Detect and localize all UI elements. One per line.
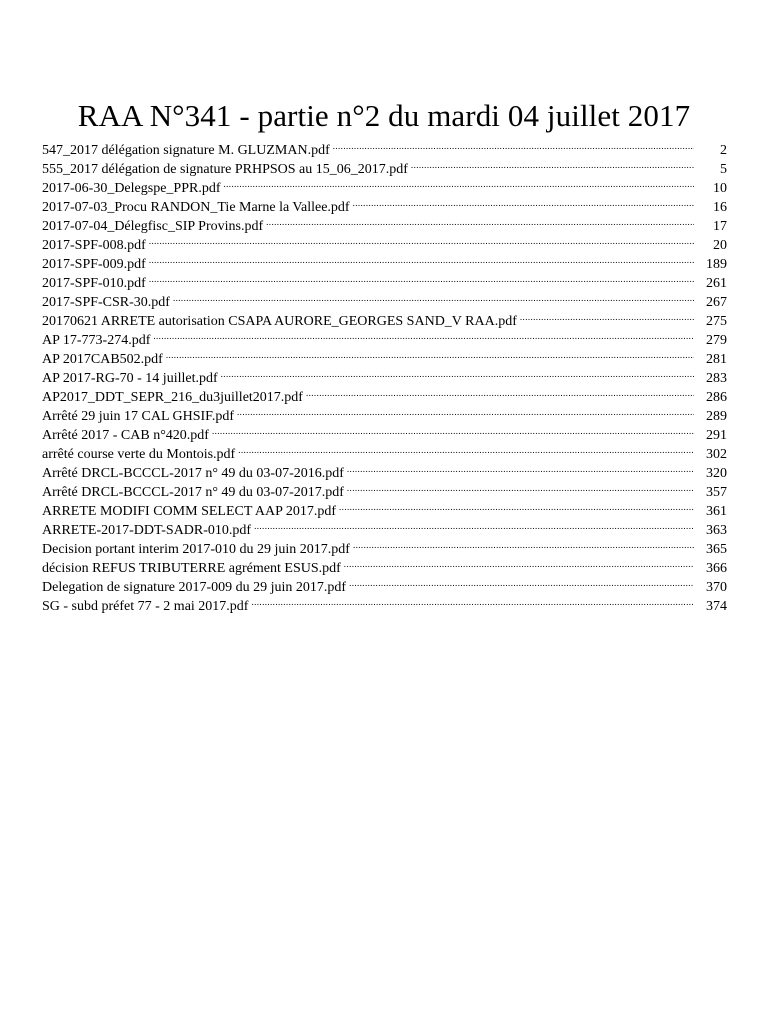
page-title: RAA N°341 - partie n°2 du mardi 04 juillet 2017: [77, 98, 691, 133]
toc-entry-page-number: 365: [706, 542, 727, 557]
dot-leader: [349, 572, 694, 591]
dot-leader: [339, 496, 694, 515]
toc-entry-page-number: 2: [720, 143, 727, 158]
toc-entry-label: ARRETE MODIFI COMM SELECT AAP 2017.pdf: [42, 504, 337, 519]
dot-leader: [149, 268, 694, 287]
toc-entry-label: 2017-06-30_Delegspe_PPR.pdf: [42, 181, 221, 196]
dot-leader: [166, 344, 694, 363]
toc-entry-page-number: 279: [706, 333, 727, 348]
dot-leader: [266, 211, 694, 230]
toc-entry-page-number: 374: [706, 599, 727, 614]
toc-entry-page-number: 5: [720, 162, 727, 177]
dot-leader: [237, 401, 694, 420]
toc-entry-label: 2017-SPF-CSR-30.pdf: [42, 295, 170, 310]
dot-leader: [347, 477, 694, 496]
toc-entry-page-number: 361: [706, 504, 727, 519]
dot-leader: [149, 230, 694, 249]
dot-leader: [251, 591, 694, 610]
toc-entry-page-number: 357: [706, 485, 727, 500]
toc-entry-page-number: 20: [713, 238, 727, 253]
toc-entry-label: arrêté course verte du Montois.pdf: [42, 447, 236, 462]
toc-entry-page-number: 275: [706, 314, 727, 329]
toc-entry-label: décision REFUS TRIBUTERRE agrément ESUS.pdf: [42, 561, 341, 576]
dot-leader: [344, 553, 694, 572]
dot-leader: [238, 439, 694, 458]
toc-entry-label: ARRETE-2017-DDT-SADR-010.pdf: [42, 523, 252, 538]
toc-entry-page-number: 10: [713, 181, 727, 196]
toc-entry-label: Arrêté DRCL-BCCCL-2017 n° 49 du 03-07-2016.pdf: [42, 466, 344, 481]
toc-entry-page-number: 289: [706, 409, 727, 424]
dot-leader: [153, 325, 694, 344]
toc-entry-label: 2017-SPF-010.pdf: [42, 276, 146, 291]
toc-entry-label: AP 17-773-274.pdf: [42, 333, 151, 348]
toc-entry-page-number: 291: [706, 428, 727, 443]
dot-leader: [221, 363, 694, 382]
toc-entry-label: AP2017_DDT_SEPR_216_du3juillet2017.pdf: [42, 390, 303, 405]
toc-entry-label: Arrêté DRCL-BCCCL-2017 n° 49 du 03-07-2017.pdf: [42, 485, 344, 500]
toc-entry-page-number: 267: [706, 295, 727, 310]
dot-leader: [149, 249, 694, 268]
toc-entry[interactable]: [42, 135, 727, 158]
toc-entry-page-number: 283: [706, 371, 727, 386]
dot-leader: [173, 287, 694, 306]
dot-leader: [212, 420, 694, 439]
dot-leader: [333, 135, 694, 154]
toc-entry-label: 2017-07-04_Délegfisc_SIP Provins.pdf: [42, 219, 264, 234]
dot-leader: [353, 192, 694, 211]
toc-entry-label: 547_2017 délégation signature M. GLUZMAN.pdf: [42, 143, 330, 158]
toc-entry-label: Delegation de signature 2017-009 du 29 juin 2017.pdf: [42, 580, 347, 595]
toc-entry-label: Arrêté 2017 - CAB n°420.pdf: [42, 428, 209, 443]
toc-entry-label: 20170621 ARRETE autorisation CSAPA AURORE_GEORGES SAND_V RAA.pdf: [42, 314, 517, 329]
dot-leader: [347, 458, 694, 477]
toc-entry-label: Arrêté 29 juin 17 CAL GHSIF.pdf: [42, 409, 235, 424]
toc-entry-page-number: 189: [706, 257, 727, 272]
toc-entry-label: 2017-07-03_Procu RANDON_Tie Marne la Vallee.pdf: [42, 200, 350, 215]
toc-entry-page-number: 286: [706, 390, 727, 405]
toc-entry-label: 2017-SPF-009.pdf: [42, 257, 146, 272]
toc-entry-page-number: 302: [706, 447, 727, 462]
toc-entry-label: Decision portant interim 2017-010 du 29 juin 2017.pdf: [42, 542, 350, 557]
dot-leader: [520, 306, 694, 325]
table-of-contents: [42, 135, 727, 614]
toc-entry-page-number: 366: [706, 561, 727, 576]
dot-leader: [306, 382, 694, 401]
toc-entry-label: SG - subd préfet 77 - 2 mai 2017.pdf: [42, 599, 249, 614]
toc-entry-label: AP 2017-RG-70 - 14 juillet.pdf: [42, 371, 218, 386]
toc-entry-label: AP 2017CAB502.pdf: [42, 352, 163, 367]
dot-leader: [224, 173, 695, 192]
dot-leader: [353, 534, 694, 553]
toc-entry-label: 2017-SPF-008.pdf: [42, 238, 146, 253]
toc-entry-page-number: 16: [713, 200, 727, 215]
toc-entry-page-number: 320: [706, 466, 727, 481]
toc-entry-label: 555_2017 délégation de signature PRHPSOS au 15_06_2017.pdf: [42, 162, 408, 177]
toc-entry-page-number: 363: [706, 523, 727, 538]
dot-leader: [254, 515, 694, 534]
toc-entry-page-number: 261: [706, 276, 727, 291]
dot-leader: [411, 154, 694, 173]
toc-entry-page-number: 281: [706, 352, 727, 367]
toc-entry-page-number: 17: [713, 219, 727, 234]
toc-entry-page-number: 370: [706, 580, 727, 595]
